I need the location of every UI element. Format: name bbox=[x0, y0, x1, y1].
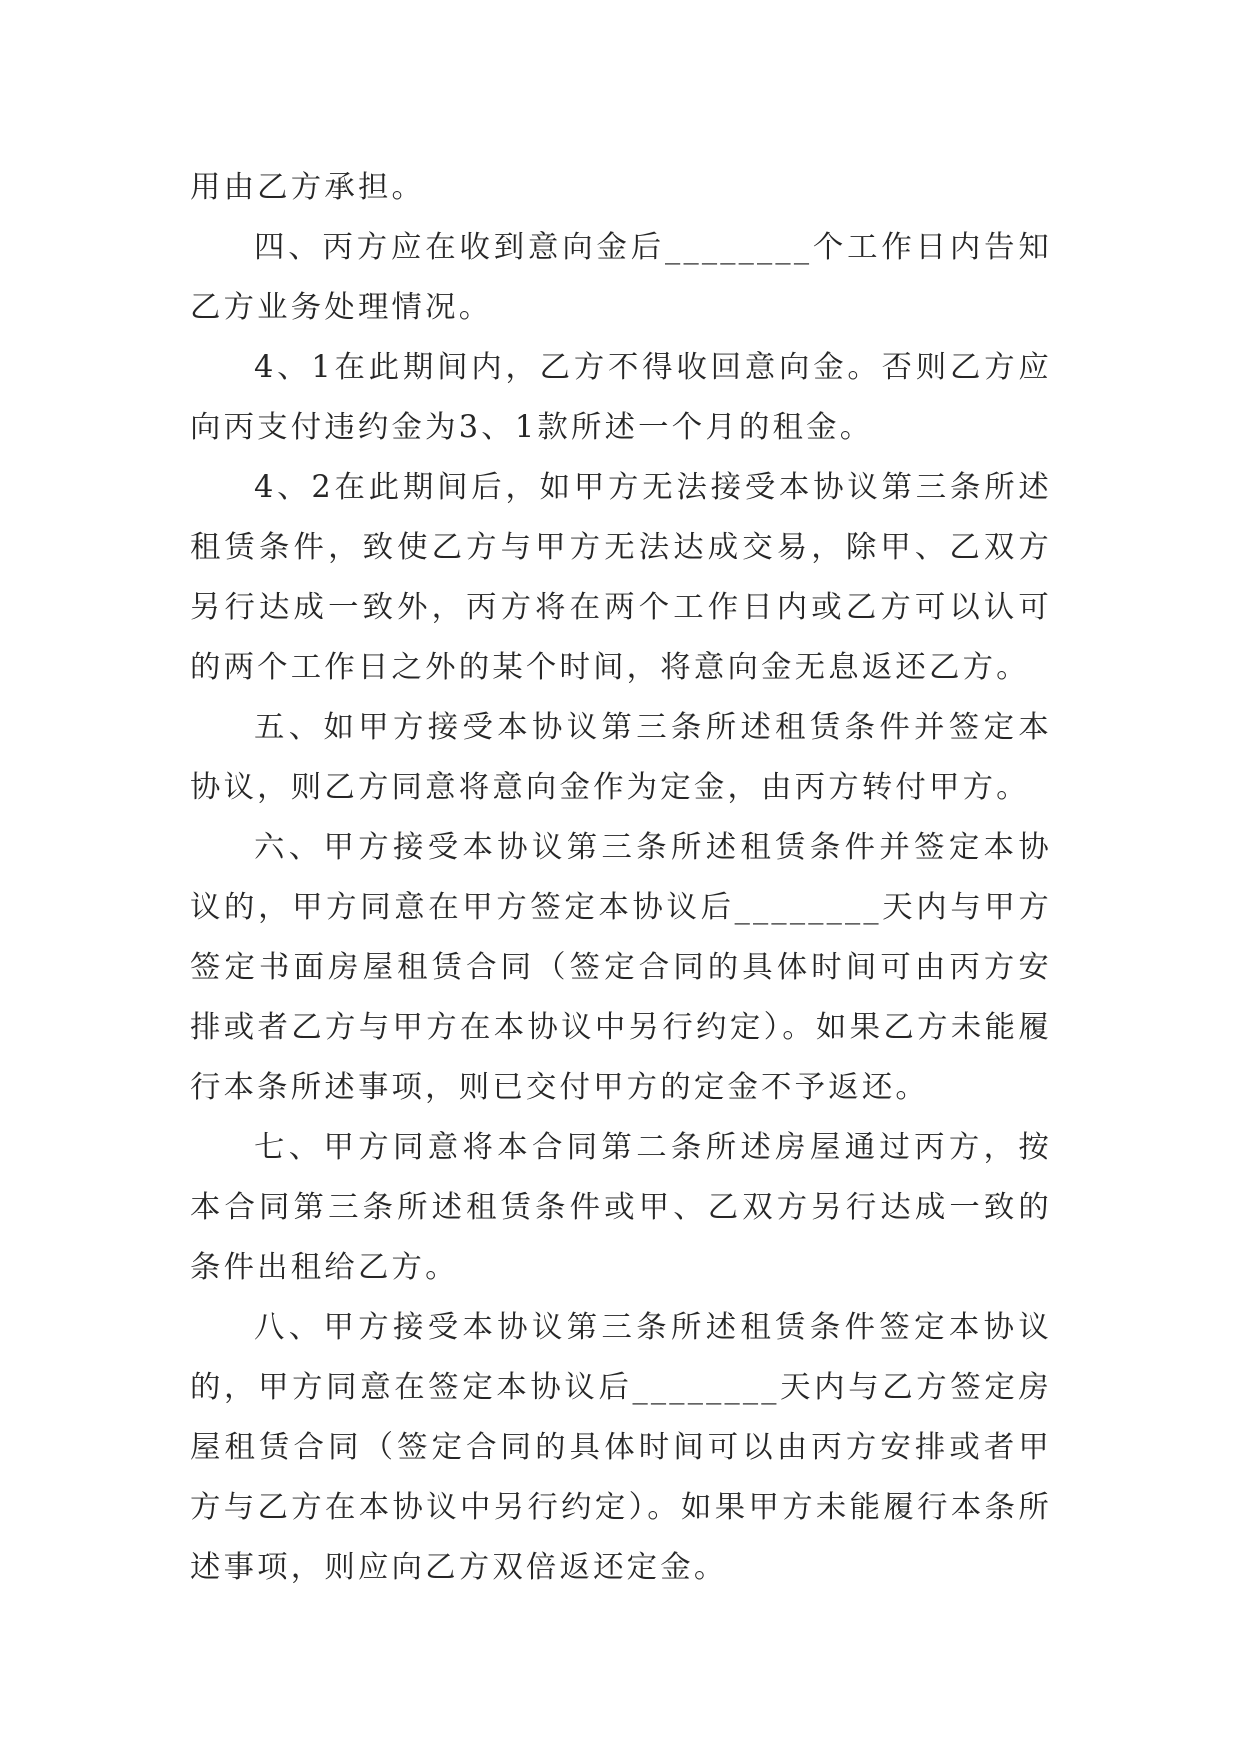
paragraph-clause-4-1: 4、1在此期间内，乙方不得收回意向金。否则乙方应向丙支付违约金为3、1款所述一个月的租金。 bbox=[190, 350, 1052, 445]
paragraph-clause-4-2: 4、2在此期间后，如甲方无法接受本协议第三条所述租赁条件，致使乙方与甲方无法达成交易，除甲、乙双方另行达成一致外，丙方将在两个工作日内或乙方可以认可的两个工作日之外的某个时间，将意向金无息返还乙方。 bbox=[190, 470, 1052, 685]
paragraph-clause-5: 五、如甲方接受本协议第三条所述租赁条件并签定本协议，则乙方同意将意向金作为定金，由丙方转付甲方。 bbox=[190, 710, 1052, 805]
document-body bbox=[190, 158, 1052, 1598]
paragraph-clause-7: 七、甲方同意将本合同第二条所述房屋通过丙方，按本合同第三条所述租赁条件或甲、乙双方另行达成一致的条件出租给乙方。 bbox=[190, 1130, 1052, 1285]
paragraph-clause-4: 四、丙方应在收到意向金后________个工作日内告知乙方业务处理情况。 bbox=[190, 230, 1052, 325]
paragraph-continuation: 用由乙方承担。 bbox=[190, 170, 426, 205]
paragraph-clause-8: 八、甲方接受本协议第三条所述租赁条件签定本协议的，甲方同意在签定本协议后________天内与乙方签定房屋租赁合同（签定合同的具体时间可以由丙方安排或者甲方与乙方在本协议中另行约定）。如果甲方未能履行本条所述事项，则应向乙方双倍返还定金。 bbox=[190, 1310, 1052, 1585]
paragraph-clause-6: 六、甲方接受本协议第三条所述租赁条件并签定本协议的，甲方同意在甲方签定本协议后________天内与甲方签定书面房屋租赁合同（签定合同的具体时间可由丙方安排或者乙方与甲方在本协议中另行约定）。如果乙方未能履行本条所述事项，则已交付甲方的定金不予返还。 bbox=[190, 830, 1052, 1105]
